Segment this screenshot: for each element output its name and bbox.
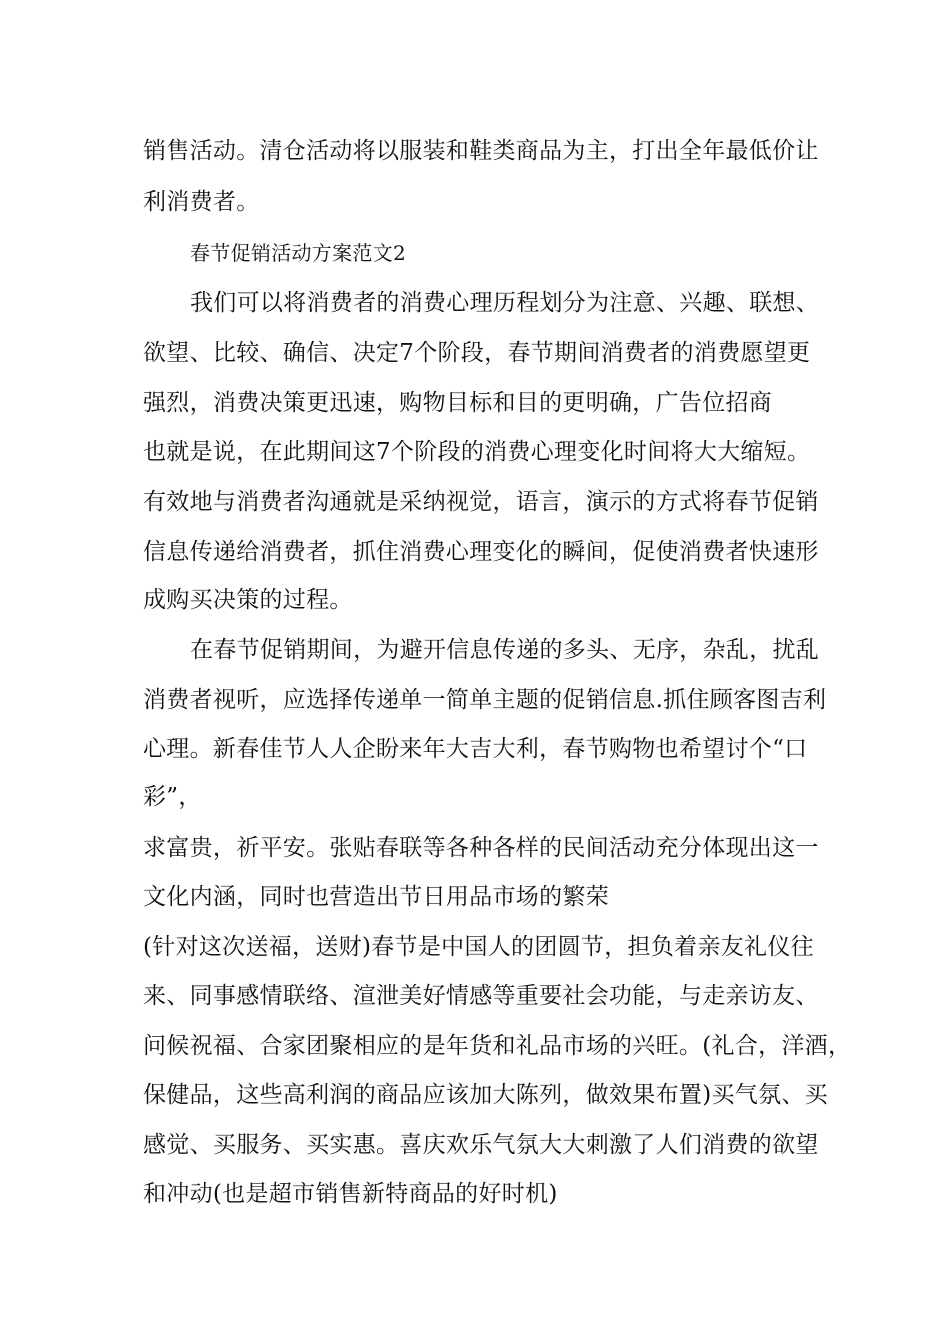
paragraph-line: 利消费者。 — [143, 189, 260, 215]
paragraph-line: 感觉、买服务、买实惠。喜庆欢乐气氛大大刺激了人们消费的欲望 — [143, 1132, 819, 1158]
paragraph-line: 和冲动(也是超市销售新特商品的好时机) — [143, 1181, 558, 1207]
paragraph-line: 我们可以将消费者的消费心理历程划分为注意、兴趣、联想、 — [190, 290, 820, 316]
paragraph-line: 强烈，消费决策更迅速，购物目标和目的更明确，广告位招商 — [143, 390, 773, 416]
paragraph-line: 彩”， — [143, 784, 202, 810]
paragraph-line: 有效地与消费者沟通就是采纳视觉，语言，演示的方式将春节促销 — [143, 489, 819, 515]
paragraph-line: 消费者视听，应选择传递单一简单主题的促销信息.抓住顾客图吉利 — [143, 687, 827, 713]
paragraph-line: 心理。新春佳节人人企盼来年大吉大利，春节购物也希望讨个“口 — [143, 736, 808, 762]
paragraph-line: 文化内涵，同时也营造出节日用品市场的繁荣 — [143, 884, 609, 910]
paragraph-line: (针对这次送福，送财)春节是中国人的团圆节，担负着亲友礼仪往 — [143, 934, 814, 960]
paragraph-line: 保健品，这些高利润的商品应该加大陈列，做效果布置)买气氛、买 — [143, 1082, 828, 1108]
paragraph-line: 来、同事感情联络、渲泄美好情感等重要社会功能，与走亲访友、 — [143, 983, 819, 1009]
paragraph-line: 销售活动。清仓活动将以服装和鞋类商品为主，打出全年最低价让 — [143, 138, 819, 164]
paragraph-line: 信息传递给消费者，抓住消费心理变化的瞬间，促使消费者快速形 — [143, 539, 819, 565]
paragraph-line: 问候祝福、合家团聚相应的是年货和礼品市场的兴旺。(礼合，洋酒， — [143, 1033, 852, 1059]
paragraph-line: 成购买决策的过程。 — [143, 587, 353, 613]
paragraph-line: 求富贵，祈平安。张贴春联等各种各样的民间活动充分体现出这一 — [143, 835, 819, 861]
paragraph-line: 欲望、比较、确信、决定7个阶段，春节期间消费者的消费愿望更 — [143, 340, 811, 366]
paragraph-line: 在春节促销期间，为避开信息传递的多头、无序，杂乱，扰乱 — [190, 637, 820, 663]
paragraph-line: 也就是说，在此期间这7个阶段的消费心理变化时间将大大缩短。 — [143, 439, 811, 465]
section-title: 春节促销活动方案范文2 — [190, 241, 407, 265]
